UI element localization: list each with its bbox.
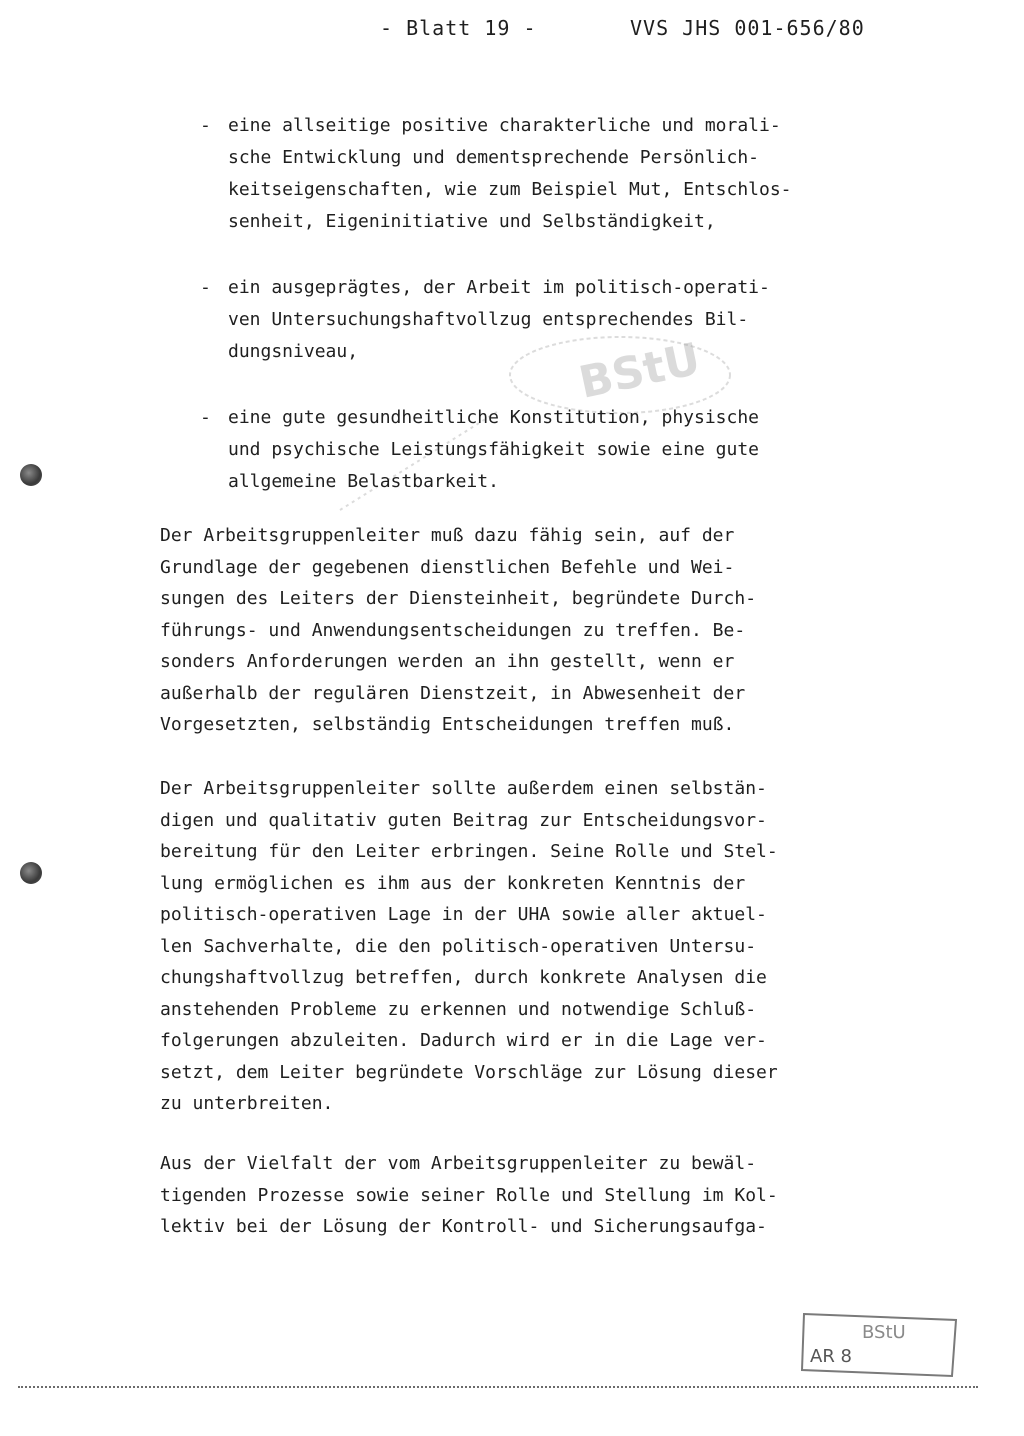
- text-line: Aus der Vielfalt der vom Arbeitsgruppenleiter zu bewäl-: [160, 1153, 757, 1174]
- text-line: bereitung für den Leiter erbringen. Seine Rolle und Stel-: [160, 841, 778, 862]
- text-line: sche Entwicklung und dementsprechende Persönlich-: [228, 147, 760, 168]
- text-line: lektiv bei der Lösung der Kontroll- und Sicherungsaufga-: [160, 1216, 767, 1237]
- archive-box-stamp: [800, 1306, 960, 1380]
- list-item: [200, 110, 890, 238]
- scan-edge-line: [18, 1386, 978, 1390]
- text-line: lung ermöglichen es ihm aus der konkreten Kenntnis der: [160, 872, 746, 894]
- bullet-text: [228, 402, 888, 498]
- bullet-dash: -: [200, 407, 211, 428]
- punch-hole-bottom: [20, 862, 42, 884]
- text-line: Grundlage der gegebenen dienstlichen Befehle und Wei-: [160, 556, 735, 578]
- text-line: sonders Anforderungen werden an ihn gestellt, wenn er: [160, 651, 735, 672]
- bullet-dash: -: [200, 115, 211, 136]
- text-line: setzt, dem Leiter begründete Vorschläge zur Lösung dieser: [160, 1061, 778, 1083]
- text-line: senheit, Eigeninitiative und Selbständigkeit,: [228, 211, 716, 232]
- text-line: Der Arbeitsgruppenleiter muß dazu fähig sein, auf der: [160, 525, 735, 546]
- punch-hole-top: [20, 464, 42, 486]
- box-stamp-bottom: AR 8: [810, 1346, 852, 1367]
- text-line: len Sachverhalte, die den politisch-operativen Untersu-: [160, 935, 757, 957]
- sheet-number: - Blatt 19 -: [380, 16, 537, 40]
- box-stamp-top: BStU: [862, 1322, 906, 1343]
- text-line: sungen des Leiters der Diensteinheit, begründete Durch-: [160, 588, 757, 609]
- bullet-dash: -: [200, 277, 211, 298]
- text-line: keitseigenschaften, wie zum Beispiel Mut, Entschlos-: [228, 179, 792, 200]
- paragraph-decision-making: [160, 520, 880, 741]
- text-line: Der Arbeitsgruppenleiter sollte außerdem einen selbstän-: [160, 778, 767, 799]
- paragraph-variety: [160, 1148, 880, 1243]
- text-line: zu unterbreiten.: [160, 1093, 334, 1114]
- text-line: tigenden Prozesse sowie seiner Rolle und Stellung im Kol-: [160, 1184, 778, 1206]
- text-line: Vorgesetzten, selbständig Entscheidungen treffen muß.: [160, 714, 735, 735]
- text-line: und psychische Leistungsfähigkeit sowie eine gute: [228, 439, 760, 460]
- bullet-text: [228, 272, 888, 368]
- text-line: chungshaftvollzug betreffen, durch konkrete Analysen die: [160, 967, 767, 988]
- text-line: politisch-operativen Lage in der UHA sowie aller aktuel-: [160, 904, 767, 925]
- text-line: eine allseitige positive charakterliche und morali-: [228, 115, 781, 136]
- requirements-list: [200, 110, 890, 532]
- list-item: [200, 402, 890, 498]
- list-item: [200, 272, 890, 368]
- document-reference: VVS JHS 001-656/80: [630, 16, 865, 40]
- text-line: allgemeine Belastbarkeit.: [228, 471, 499, 492]
- text-line: ein ausgeprägtes, der Arbeit im politisch-operati-: [228, 277, 770, 298]
- text-line: digen und qualitativ guten Beitrag zur Entscheidungsvor-: [160, 809, 767, 831]
- text-line: anstehenden Probleme zu erkennen und notwendige Schluß-: [160, 998, 757, 1020]
- text-line: führungs- und Anwendungsentscheidungen zu treffen. Be-: [160, 619, 746, 641]
- text-line: eine gute gesundheitliche Konstitution, physische: [228, 407, 760, 428]
- bullet-text: [228, 110, 888, 238]
- stamp-mid-text: BStU: [574, 333, 705, 409]
- text-line: ven Untersuchungshaftvollzug entsprechendes Bil-: [228, 309, 749, 330]
- text-line: außerhalb der regulären Dienstzeit, in Abwesenheit der: [160, 682, 746, 704]
- paragraph-contribution: [160, 773, 880, 1120]
- text-line: dungsniveau,: [228, 341, 359, 362]
- text-line: folgerungen abzuleiten. Dadurch wird er in die Lage ver-: [160, 1030, 767, 1051]
